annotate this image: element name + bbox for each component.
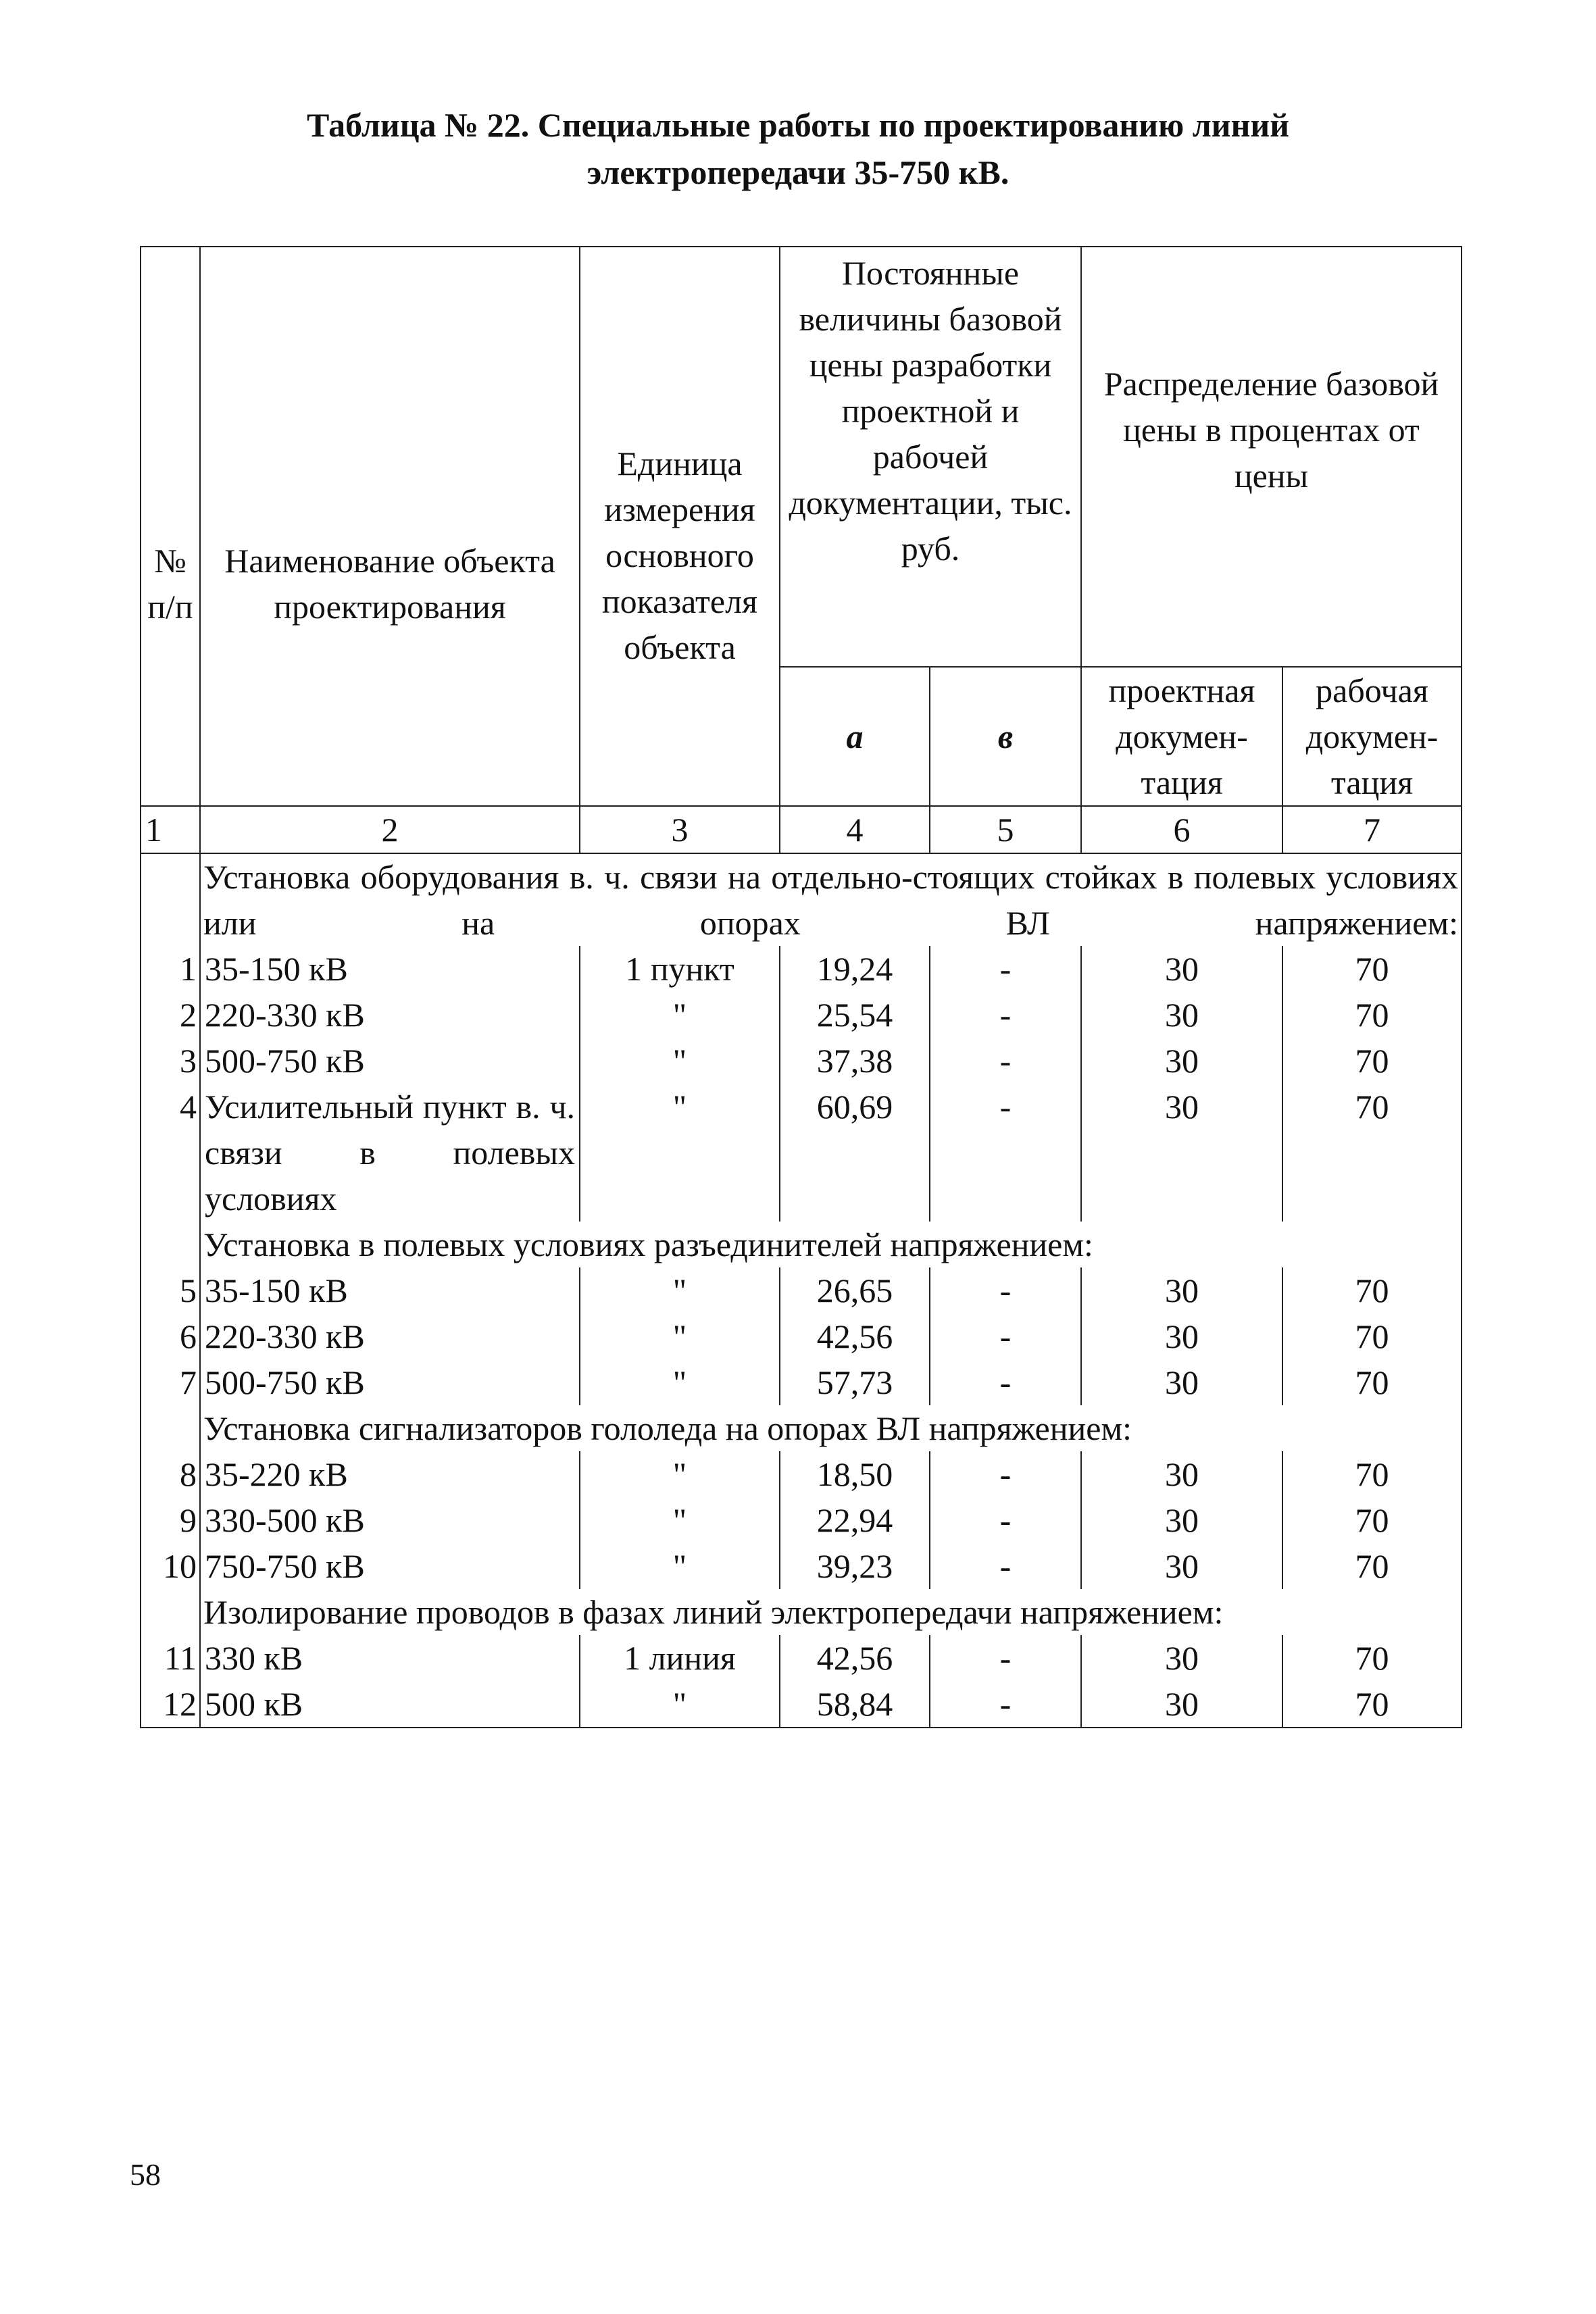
row-unit: 1 линия [580,1635,780,1681]
row-value-a: 26,65 [780,1267,930,1313]
header-name: Наименование объекта проектирования [200,247,580,806]
row-value-a: 42,56 [780,1313,930,1359]
header-const: Постоянные величины базовой цены разработки проектной и рабочей документации, тыс. руб. [780,247,1081,667]
row-value-b: - [930,1359,1081,1405]
row-value-b: - [930,1543,1081,1589]
header-col-work: рабочая докумен-тация [1282,667,1462,806]
row-work-pct: 70 [1282,1497,1462,1543]
col-index-1: 1 [141,806,200,853]
row-unit: 1 пункт [580,946,780,992]
row-number: 6 [141,1313,200,1359]
row-value-a: 18,50 [780,1451,930,1497]
row-project-pct: 30 [1081,1359,1282,1405]
col-index-3: 3 [580,806,780,853]
empty-cell [141,1405,200,1451]
table-row [141,992,1462,1038]
row-name: 330-500 кВ [200,1497,580,1543]
empty-cell [141,1589,200,1635]
row-value-b: - [930,1635,1081,1681]
row-name: 500-750 кВ [200,1359,580,1405]
title-line-2: электропередачи 35-750 кВ. [587,153,1009,191]
table-row [141,1681,1462,1728]
col-index-4: 4 [780,806,930,853]
table-row [141,1267,1462,1313]
section-row [141,1222,1462,1267]
header-num-text: № п/п [147,542,193,626]
row-name: 220-330 кВ [200,992,580,1038]
table-row [141,1497,1462,1543]
section-row [141,1405,1462,1451]
header-col-a: а [780,667,930,806]
page-number: 58 [130,2157,161,2192]
row-project-pct: 30 [1081,1038,1282,1084]
empty-cell [141,853,200,946]
table-row [141,1313,1462,1359]
row-project-pct: 30 [1081,1267,1282,1313]
table-row [141,1084,1462,1222]
row-project-pct: 30 [1081,1497,1282,1543]
header-row-1 [141,247,1462,667]
row-number: 11 [141,1635,200,1681]
section-title: Установка в полевых условиях разъединителей напряжением: [200,1222,1462,1267]
row-value-a: 58,84 [780,1681,930,1728]
row-value-b: - [930,1267,1081,1313]
row-project-pct: 30 [1081,1543,1282,1589]
row-work-pct: 70 [1282,1681,1462,1728]
col-index-6: 6 [1081,806,1282,853]
row-unit: " [580,1313,780,1359]
row-value-b: - [930,946,1081,992]
row-value-a: 22,94 [780,1497,930,1543]
row-unit: " [580,1497,780,1543]
row-unit: " [580,1267,780,1313]
row-project-pct: 30 [1081,992,1282,1038]
section-row [141,1589,1462,1635]
header-col-proj: проектная докумен-тация [1081,667,1282,806]
row-work-pct: 70 [1282,1543,1462,1589]
row-unit: " [580,1084,780,1222]
row-number: 2 [141,992,200,1038]
row-number: 12 [141,1681,200,1728]
row-number: 9 [141,1497,200,1543]
row-number: 1 [141,946,200,992]
row-project-pct: 30 [1081,1084,1282,1222]
row-work-pct: 70 [1282,946,1462,992]
section-title: Установка сигнализаторов гололеда на опорах ВЛ напряжением: [200,1405,1462,1451]
section-title: Установка оборудования в. ч. связи на отдельно-стоящих стойках в полевых условиях или на опорах ВЛ напряжением: [200,853,1462,946]
column-index-row [141,806,1462,853]
row-name: 330 кВ [200,1635,580,1681]
header-col-b: в [930,667,1081,806]
empty-cell [141,1222,200,1267]
row-work-pct: 70 [1282,1359,1462,1405]
row-unit: " [580,1038,780,1084]
row-value-a: 19,24 [780,946,930,992]
row-value-b: - [930,1084,1081,1222]
row-name: 35-150 кВ [200,946,580,992]
section-row [141,853,1462,946]
row-name: Усилительный пункт в. ч. связи в полевых условиях [200,1084,580,1222]
row-work-pct: 70 [1282,1451,1462,1497]
row-project-pct: 30 [1081,1681,1282,1728]
row-name: 220-330 кВ [200,1313,580,1359]
row-value-b: - [930,1451,1081,1497]
table-row [141,1543,1462,1589]
row-number: 3 [141,1038,200,1084]
price-table [140,246,1462,1728]
row-value-a: 60,69 [780,1084,930,1222]
row-number: 10 [141,1543,200,1589]
row-project-pct: 30 [1081,1635,1282,1681]
row-work-pct: 70 [1282,1635,1462,1681]
table-row [141,1359,1462,1405]
section-title: Изолирование проводов в фазах линий электропередачи напряжением: [200,1589,1462,1635]
row-unit: " [580,1681,780,1728]
col-index-7: 7 [1282,806,1462,853]
col-index-2: 2 [200,806,580,853]
row-name: 35-220 кВ [200,1451,580,1497]
row-value-b: - [930,1497,1081,1543]
table-row [141,946,1462,992]
col-index-5: 5 [930,806,1081,853]
row-name: 500 кВ [200,1681,580,1728]
row-unit: " [580,1543,780,1589]
row-unit: " [580,992,780,1038]
row-work-pct: 70 [1282,992,1462,1038]
header-num [141,247,200,806]
row-work-pct: 70 [1282,1084,1462,1222]
row-value-b: - [930,1313,1081,1359]
row-unit: " [580,1359,780,1405]
table-title [0,101,1596,196]
header-unit: Единица измерения основного показателя объекта [580,247,780,806]
row-number: 8 [141,1451,200,1497]
row-project-pct: 30 [1081,1313,1282,1359]
header-dist: Распределение базовой цены в процентах от цены [1081,247,1462,667]
table-row [141,1451,1462,1497]
row-name: 35-150 кВ [200,1267,580,1313]
row-work-pct: 70 [1282,1313,1462,1359]
row-unit: " [580,1451,780,1497]
row-value-b: - [930,992,1081,1038]
row-value-b: - [930,1038,1081,1084]
row-value-a: 39,23 [780,1543,930,1589]
row-value-a: 57,73 [780,1359,930,1405]
row-number: 5 [141,1267,200,1313]
row-work-pct: 70 [1282,1267,1462,1313]
row-work-pct: 70 [1282,1038,1462,1084]
table-row [141,1038,1462,1084]
row-number: 4 [141,1084,200,1222]
row-name: 500-750 кВ [200,1038,580,1084]
row-project-pct: 30 [1081,946,1282,992]
row-value-a: 37,38 [780,1038,930,1084]
row-value-a: 25,54 [780,992,930,1038]
title-line-1: Таблица № 22. Специальные работы по проектированию линий [306,106,1290,144]
row-value-a: 42,56 [780,1635,930,1681]
row-number: 7 [141,1359,200,1405]
row-name: 750-750 кВ [200,1543,580,1589]
row-value-b: - [930,1681,1081,1728]
table-row [141,1635,1462,1681]
row-project-pct: 30 [1081,1451,1282,1497]
